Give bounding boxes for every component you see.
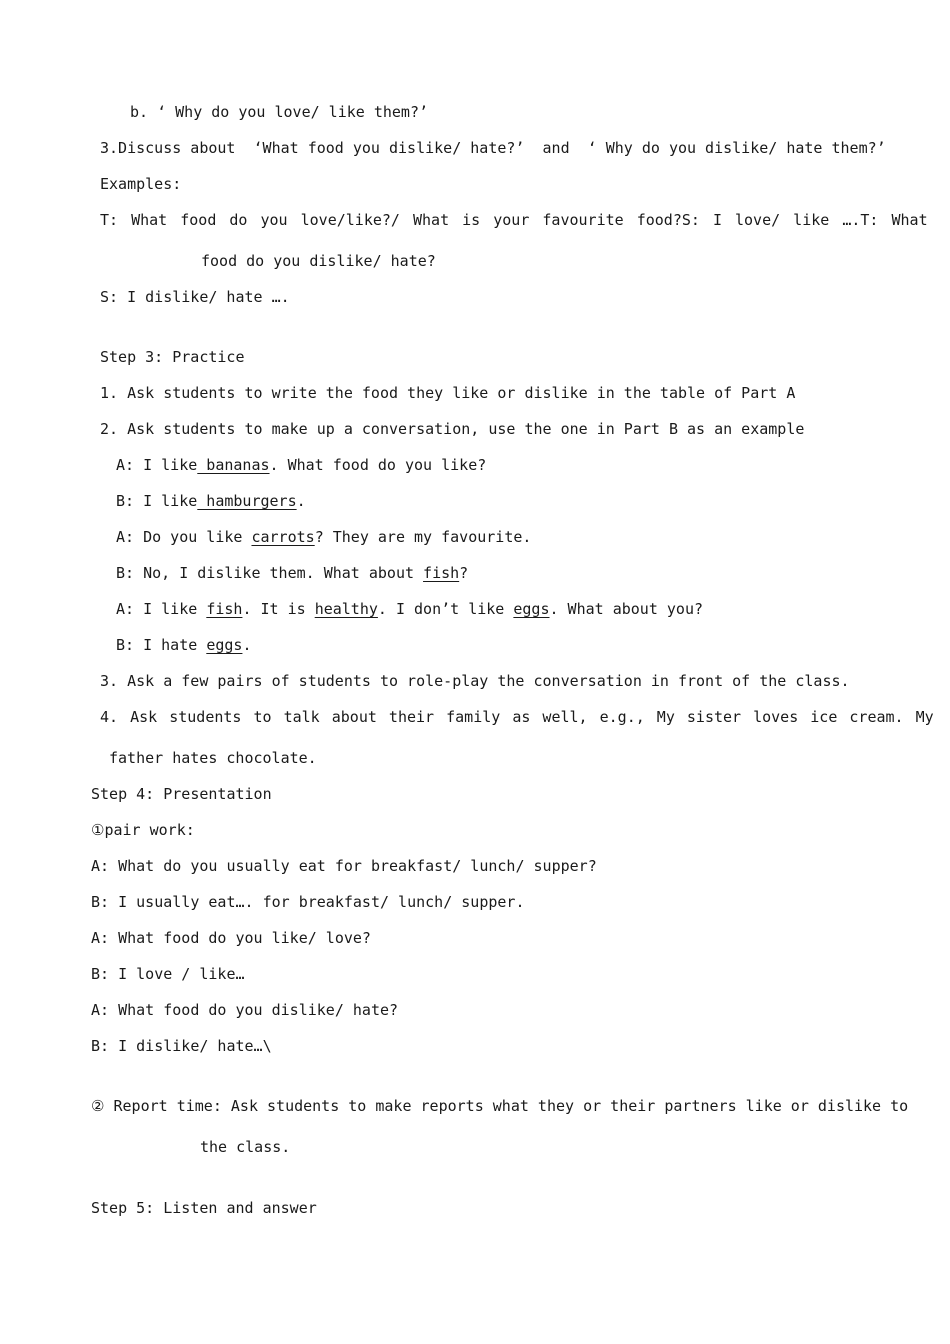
pair-work-line-6: B: I dislike/ hate…\ xyxy=(91,1037,272,1055)
step-5-heading: Step 5: Listen and answer xyxy=(91,1199,317,1217)
dialogue-line-3: A: Do you like carrots? They are my favourite. xyxy=(116,528,532,546)
dialogue-line-4: B: No, I dislike them. What about fish? xyxy=(116,564,469,582)
pair-work-line-2: B: I usually eat…. for breakfast/ lunch/ supper. xyxy=(91,893,525,911)
example-teacher-line: T: What food do you love/like?/ What is your favourite food?S: I love/ like ….T: What xyxy=(100,211,928,229)
pair-work-line-1: A: What do you usually eat for breakfast/ lunch/ supper? xyxy=(91,857,597,875)
practice-item-1: 1. Ask students to write the food they like or dislike in the table of Part A xyxy=(100,384,796,402)
pair-work-heading: ①pair work: xyxy=(91,821,195,839)
dialogue-line-2: B: I like hamburgers. xyxy=(116,492,306,510)
pair-work-line-3: A: What food do you like/ love? xyxy=(91,929,371,947)
step-3-heading: Step 3: Practice xyxy=(100,348,245,366)
pair-work-line-4: B: I love / like… xyxy=(91,965,245,983)
practice-item-4-cont: father hates chocolate. xyxy=(109,749,317,767)
step-4-heading: Step 4: Presentation xyxy=(91,785,272,803)
example-student-line: S: I dislike/ hate …. xyxy=(100,288,290,306)
practice-item-4: 4. Ask students to talk about their family as well, e.g., My sister loves ice cream. My xyxy=(100,708,934,726)
examples-heading: Examples: xyxy=(100,175,182,193)
practice-item-2: 2. Ask students to make up a conversation, use the one in Part B as an example xyxy=(100,420,805,438)
practice-item-3: 3. Ask a few pairs of students to role-play the conversation in front of the class. xyxy=(100,672,850,690)
report-time-line: ② Report time: Ask students to make reports what they or their partners like or dislike to xyxy=(91,1097,909,1115)
example-teacher-line-cont: food do you dislike/ hate? xyxy=(201,252,436,270)
pair-work-line-5: A: What food do you dislike/ hate? xyxy=(91,1001,399,1019)
discussion-item-3: 3.Discuss about ‘What food you dislike/ hate?’ and ‘ Why do you dislike/ hate them?’ xyxy=(100,139,886,157)
dialogue-line-6: B: I hate eggs. xyxy=(116,636,252,654)
report-time-line-cont: the class. xyxy=(200,1138,291,1156)
dialogue-line-5: A: I like fish. It is healthy. I don’t like eggs. What about you? xyxy=(116,600,704,618)
discussion-question-b: b. ‘ Why do you love/ like them?’ xyxy=(130,103,429,121)
dialogue-line-1: A: I like bananas. What food do you like? xyxy=(116,456,487,474)
